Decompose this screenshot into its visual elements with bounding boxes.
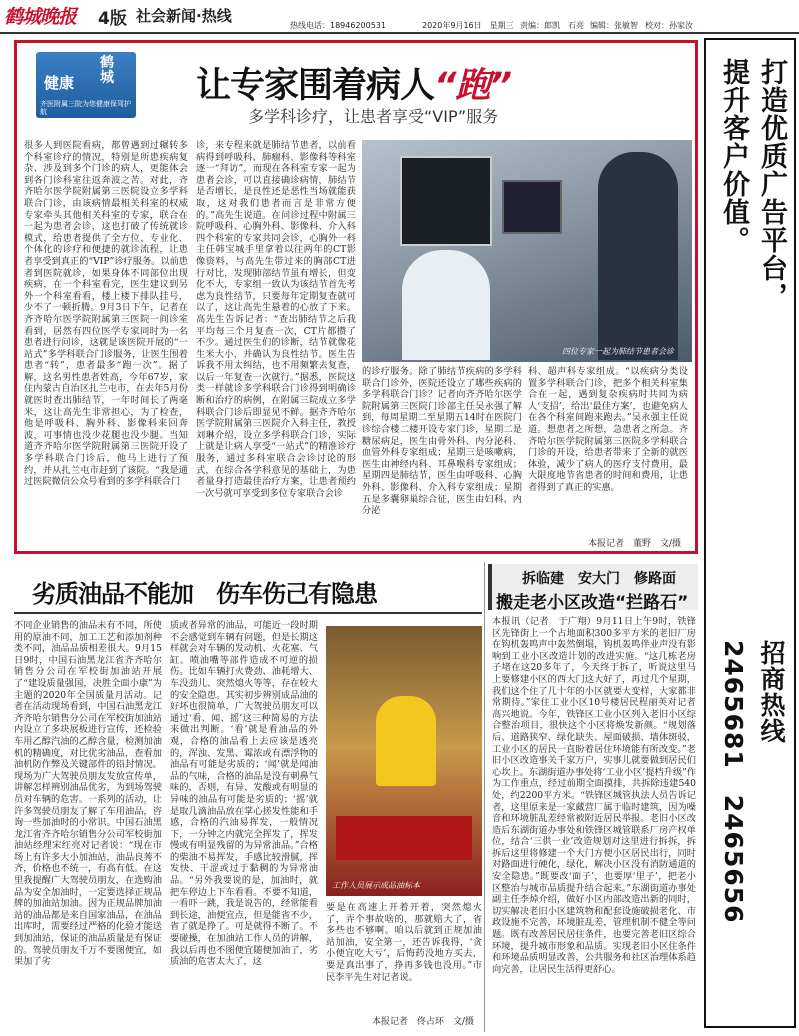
ad-phone-numbers: 2465681 2465656 <box>719 640 748 924</box>
editor-credit: 责编：郎凯 石亮 <box>520 21 584 30</box>
designer-credit: 编辑：张敏智 <box>590 21 638 30</box>
oil-photo-caption: 工作人员展示成品油标本 <box>332 881 420 890</box>
feature-column-2: 诊，来专程来就是肺结节患者，以前看病得到呼吸科、肺瘤科、影像科等科室逐一“拜访”，而现在各科室专家一起为患者会诊，可以直接确诊病情，肺结节是否增长，是良性还是恶性当场就能获取，这对我们患者而言是非常方便的。”高先生说道。在问诊过程中附属三院呼吸科、心胸外科、影像科、介入科四个科室的专家共同会诊，心胸外一科主任韩宝城手里拿着以往两年的CT影像资料，与高先生带过来的胸部CT进行对比，发现肺部结节虽有增长，但变化不大，专家组一致认为该结节首先考虑为良性结节，只要每年定期复查就可以了，这让高先生悬着的心放了下来。高先生告诉记者：“查出肺结节之后我平均每三个月复查一次，CT片都攒了不少。通过医生们的诊断，结节就像花生米大小，并确认为良性结节。医生告诉我不用太纠结，也不用频繁去复查，以后一年复查一次就行。”据悉，医院这类一样就诊多学科联合门诊得到明确诊断和治疗的病例，在附属三院成立多学科联合门诊后即显见不鲜。据齐齐哈尔医学院附属第三医院介入科主任，教授刘琳介绍，设立多学科联合门诊，实际上就是让病人享受“一站式”的精准诊疗服务，通过多科室联合会诊讨论的形式，在综合各学科意见的基础上，为患者量身打造最佳治疗方案，让患者预约一次号就可享受到多位专家联合会诊 <box>196 140 356 499</box>
oil-story-column-1: 不同企业销售的油品未有不同，所使用的原油不同，加工工艺和添加剂种类不同，油品品质相差很大。9月15日9时，中国石油黑龙江省齐齐哈尔销售分公司在军校街加油站开展了“建设质量强国，决胜全面小康”为主题的2020年全国质量月活动。记者在活动现场看到，中国石油黑龙江齐齐哈尔销售分公司在军校街加油站内设立了多块展板进行宣传，还检验车用乙醇汽油的乙醇含量，检测加油机的精确度，对比优劣油品，查看加油机防作弊及关键部件的铅封情况。现场为广大驾驶员朋友发放宣传单，讲解怎样辨别油品优劣，为到场驾驶员对车辆的危害。一系列的活动，让许多驾驶员朋友了解了车用油品，咨询一些加油时的小常识。中国石油黑龙江省齐齐哈尔销售分公司军校街加油站经理宋红亮对记者说：“现在市场上有许多大小加油站，油品良莠不齐，价格也不统一，有高有低。在这里我提醒广大驾驶员朋友，在选购油品为安全加油时，一定要选择正规品牌的加油站加油。因为正规品牌加油站的油品都是来自国家油品，在油品出库时，需要经过严格的化验才能送到加油站，保证的油品质量是有保证的。驾驶员朋友千万不要图便宜，如果加了劣 <box>14 620 162 968</box>
doctor-figure <box>402 250 490 360</box>
ad-slogan-line-2: 提升客户价值。 <box>718 58 749 254</box>
ad-slogan-line-1: 打造优质广告平台， <box>756 58 787 310</box>
neighborhood-kicker: 拆临建 安大门 修路面 <box>522 571 676 587</box>
oil-story-column-3: 要是在高速上开着开着，突然熄火了，弄个事故啥的，那就赔大了，省多些也不够啊。咱以后就到正规加油站加油，安全第一，还告诉我得，‘贪小便宜吃大亏’，后悔药没地方买去，要是真出事了，挣再多钱也没用。”市民李平先生对记者说。 <box>326 902 482 983</box>
feature-photo-caption: 四位专家一起为肺结节患者会诊 <box>562 347 674 356</box>
ct-scan-film-icon <box>400 156 492 246</box>
health-column-badge <box>36 52 136 118</box>
oil-story-column-2: 质或者异常的油品，可能近一段时期不会感觉到车辆有问题，但是长期这样就会对车辆的发动机、火花塞、气缸、喷油嘴等部件造成不可逆的损伤。比如车辆打火费劲、油耗增大、车没劲儿、突然熄火等等，存在较大的安全隐患。其实初步辨别成品油的好坏也很简单，广大驾驶员朋友可以通过‘看、闻、摇’这三种简易的方法来做出判断。‘看’就是看油品的外观，合格的油品看上去应该是透亮的，浑浊、发黑、霉浓或有漂浮物的油品有可能是劣质的；‘闻’就是闻油品的气味，合格的油品是没有刺鼻气味的，否则，有异、发酸或有明显的异味的油品有可能是劣质的；‘摇’就是取几滴油品放在掌心搓发性能和手感，合格的汽油易挥发，一般情况下，一分钟之内就完全挥发了，挥发慢或有明显残留的为异常油品。”合格的柴油不易挥发，手感比较滑腻，挥发快、干涩或过于黏稠的为异常油品。“另外我要说的是，加油时，就把车停边上下车看看。不要不知道，一看吓一跳，我是说告的，经常能看到长途，油便宜点，但是能省不少，省了就是挣了。可是就得不断了。不要碰操，在加油站工作人员的讲解，我以后再也不图便宜随便加油了，劣质油的危害太大了，这 <box>170 620 318 968</box>
oil-story-byline: 本报记者 佟占环 文/摄 <box>372 1017 475 1027</box>
worker-figure <box>376 696 436 786</box>
monitor-icon <box>502 180 562 234</box>
feature-headline <box>196 58 511 108</box>
ad-hotline-label: 招商热线 <box>757 640 786 744</box>
issue-date: 2020年9月16日 星期三 <box>422 21 514 30</box>
newspaper-logo: 鹤城晚报 <box>4 6 77 28</box>
headline-quote: “跑” <box>434 66 512 106</box>
ad-contact <box>712 640 790 1020</box>
badge-main-text: 健康 <box>44 74 75 92</box>
hotline-text: 热线电话：18946200531 <box>290 21 386 30</box>
oil-sample-photo <box>326 626 482 896</box>
badge-sub-text: 鹤城 <box>100 55 114 86</box>
badge-caption: 齐医附属三院为您健康保驾护航 <box>40 100 131 116</box>
ad-sidebar <box>704 38 796 1028</box>
doctors-consultation-photo <box>362 140 692 362</box>
section-title: 社会新闻·热线 <box>136 7 232 25</box>
column-divider <box>484 562 485 1032</box>
feature-column-4: 科、超声科专家组成。“以疾病分类设置多学科联合门诊，把多个相关科室集合在一起，遇到复杂疾病时共同为病人‘支招’，给出‘最佳方案’，也避免病人在各个科室间跑来跑去。”吴永强主任说道。想患者之所想，急患者之所急。齐齐哈尔医学院附属第三医院多学科联合门诊的开设，给患者带来了全新的就医体验，减少了病人的医疗支付费用，最大限度地节省患者的时间和费用，让患者得到了真正的实惠。 <box>528 366 688 493</box>
masthead <box>0 0 799 34</box>
display-table <box>336 816 472 860</box>
patient-figure <box>598 152 678 360</box>
headline-main: 让专家围着病人 <box>196 66 435 106</box>
ad-slogan <box>712 58 790 528</box>
oil-story-rule <box>14 612 482 614</box>
neighborhood-story-body: 本报讯（记者 于广翔）9月11日上午9时，铁锋区先锋街上一个占地面积300多平方米的老旧厂房在钩机轰鸣声中轰然倒塌，钩机轰鸣伴业声没有影响到工业小区改造计划的改进实施。“这几栋老房子堵在这20多年了，今天终于拆了，听说这里马上要修建小区的西大门这大好了，再过几个星期，我们这个住了几十年的小区就要大变样，大家都非常期待。”家住工业小区10号楼居民程丽英对记者高兴地说。今年，铁锋区工业小区列入老旧小区综合整治项目，很快这个小区将焕发新颜。“规划落后、道路狭窄、绿化缺失、屋面破损、墙体斑驳，工业小区的居民一直盼着居住环境能有所改变。”老旧小区改造事关千家万户，实事儿就要做到居民们心坎上。东湖街道办事处将‘工业小区’提档升级”作为工作重点，经过前期全面摸排，共拆除违建540处，约2200平方米。“铁锋区城管执法人员告诉记者，这里原来是一家藏营厂属于临时建筑，因为噪音和环境脏乱差经常被附近居民举报。老旧小区改造后东湖街道办事处和铁锋区城管联系厂房产权单位，结合‘三供一业’改造规划对这里进行拆拆，拆拆后这里将修建一个大门方便小区居民出行，同时对路面进行硬化，绿化，解决小区没有消防通道的安全隐患。”既要改‘面子’，也要厚‘里子’，把老小区整治与城市品质提升结合起来。”东湖街道办事处副主任李焯介绍，做好小区内部改造出新的同时，切实解决老旧小区建筑物和配套设施破损老化、市政设施不完善，环境脏乱差，管理机制不健全等问题。既有改善居民居住条件，也要完善老旧区综合环境，提升城市形象和品质。实现老旧小区住条件和环境品质明显改善，公共服务和社区治理体系趋向完善，让居民生活得更舒心。 <box>492 616 696 975</box>
proofreader-credit: 校对：孙家汝 <box>645 21 693 30</box>
feature-column-3: 的诊疗服务。除了肺结节疾病的多学科联合门诊外，医院还设立了哪些疾病的多学科联合门诊？记者向齐齐哈尔医学院附属第三医院门诊部主任吴永强了解到，每周星期二至星期五14时在医院门诊综合楼二楼开设专家门诊，星期二是糖尿病足，医生由骨外科、内分泌科、血管外科专家组成；星期三是咳嗽病，医生由神经内科、耳鼻喉科专家组成；星期四是肺结节，医生由呼吸科、心胸外科、影像科、介入科专家组成；星期五是多囊卵巢综合征，医生由妇科、内分泌 <box>362 366 522 517</box>
feature-column-1: 很多人到医院看病，都曾遇到过辗转多个科室诊疗的情况，特别是所患疾病复杂、涉及到多个门诊的病人，更能体会到各门诊科室往返奔波之苦。对此，齐齐哈尔医学院附属第三医院设立多学科联合门诊，由该病情最相关科室的权威专家牵头其他相关科室的专家，联合在一起为患者会诊，这也打破了传统就诊模式，给患者提供了全方位、专业化、个体化的诊疗和便捷的就诊流程，让患者享受到真正的“VIP”诊疗服务。以前患者到医院就诊，如果身体不同部位出现疾病，在一个科室看完，医生建议到另外一个科室看看，楼上楼下排队挂号，少不了一顿折腾。9月3日下午，记者在齐齐哈尔医学院附属第三医院一间诊室看到，居然有四位医学专家同时为一名患者进行问诊，这就是该医院开展的“一站式”多学科联合门诊服务，让医生围着患者“转”，患者最多“跑一次”。据了解，这名男性患者姓高，今年67岁，家住内蒙古自治区扎兰屯市，在去年5月份就医时查出肺结节，一年时间长了两毫米，这让高先生非常担心，为了检查，他是呼吸科、胸外科、影像科来回奔波，可事情也没少花腿也没少腿。当知道齐齐哈尔医学院附属第三医院开设了多学科联合门诊后，他马上进行了预约，并从扎兰屯市赶到了该院。“我是通过医院微信公众号看到的多学科联合门 <box>24 140 188 488</box>
oil-story-headline: 劣质油品不能加 伤车伤己有隐患 <box>32 580 377 608</box>
page-number: 4版 <box>98 9 127 29</box>
feature-byline: 本报记者 董野 文/摄 <box>588 539 682 549</box>
neighborhood-headline: 搬走老小区改造“拦路石” <box>496 593 689 613</box>
feature-subheadline: 多学科诊疗，让患者享受“VIP”服务 <box>248 107 499 126</box>
